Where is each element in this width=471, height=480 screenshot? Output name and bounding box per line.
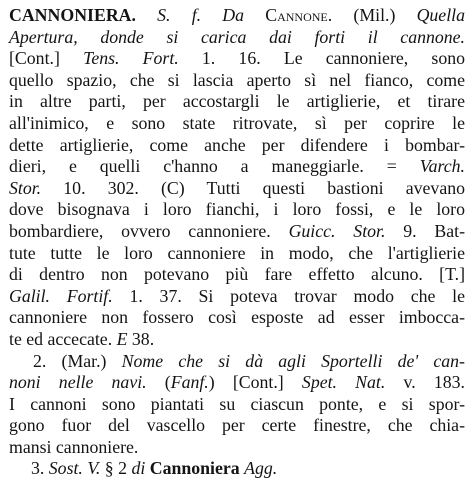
entry-text: ( <box>146 372 171 393</box>
entry-line <box>9 437 465 459</box>
entry-text: Apertura, donde si carica dai forti il cannone. <box>9 26 465 47</box>
entry-line <box>9 221 465 243</box>
entry-text: 3. <box>31 458 49 479</box>
entry-text: Spet. Nat. <box>301 372 386 393</box>
entry-text: mansi cannoniere. <box>9 436 139 457</box>
entry-text: Varch. <box>419 156 465 177</box>
entry-line <box>9 5 465 27</box>
entry-line <box>9 113 465 135</box>
entry-text: dove bisognava i loro fianchi, i loro fossi, e le loro <box>9 199 465 220</box>
entry-text: Stor. <box>9 177 42 198</box>
entry-text: . (Mil.) <box>327 5 417 25</box>
entry-line <box>9 415 465 437</box>
entry-text: ) [Cont.] <box>208 372 302 393</box>
entry-text: 1. 16. Le cannoniere, sono <box>178 48 465 69</box>
entry-text: 2. (Mar.) <box>33 350 122 371</box>
entry-line <box>9 48 465 70</box>
entry-text: S. f. Da <box>157 5 245 25</box>
entry-text: Guicc. Stor. <box>288 220 386 241</box>
entry-text: dette artiglierie, come anche per difendere i bombar- <box>9 134 465 155</box>
entry-text: all'inimico, e sono state ritrovate, sì per coprire le <box>9 112 465 133</box>
entry-text: [Cont.] <box>9 48 84 69</box>
entry-line <box>9 243 465 265</box>
entry-text: E <box>116 328 128 349</box>
entry-text <box>244 5 265 25</box>
entry-text: Cannone <box>265 5 328 25</box>
entry-text: 10. 302. (C) Tutti questi bastioni avevano <box>41 177 465 198</box>
dictionary-entry <box>9 5 465 480</box>
entry-text: I cannoni sono piantati su ciascun ponte, e si spor- <box>9 393 465 414</box>
headword: CANNONIERA. <box>9 5 136 25</box>
entry-line <box>9 394 465 416</box>
entry-text: § 2 <box>100 458 132 479</box>
entry-text: quello spazio, che si lascia aperto sì nel fianco, come <box>9 69 465 90</box>
entry-text: Quella <box>416 5 465 25</box>
entry-text <box>136 5 157 25</box>
entry-line <box>9 70 465 92</box>
entry-line <box>9 156 465 178</box>
entry-line <box>9 135 465 157</box>
entry-line <box>9 27 465 49</box>
entry-text: noni nelle navi. <box>9 372 147 393</box>
entry-line <box>9 329 465 351</box>
entry-text: te ed accecate. <box>9 328 117 349</box>
entry-line <box>9 264 465 286</box>
entry-line <box>9 307 465 329</box>
entry-text: dieri, e quelli c'hanno a maneggiarle. = <box>9 156 420 177</box>
entry-text: 9. Bat- <box>385 220 466 241</box>
entry-text: cannoniere non fossero così esposte ad esser imbocca- <box>9 307 465 328</box>
entry-text: Sost. V. <box>48 458 101 479</box>
entry-text: Agg. <box>244 458 278 479</box>
headword: Cannoniera <box>149 458 240 479</box>
entry-line <box>9 351 465 373</box>
entry-text: gono fuor del vascello per certe finestre, che chia- <box>9 415 465 436</box>
entry-text: v. 183. <box>385 372 465 393</box>
entry-line <box>9 286 465 308</box>
entry-text: tute tutte le loro cannoniere in modo, che l'artiglierie <box>9 242 465 263</box>
entry-text: Galil. Fortif. <box>9 285 113 306</box>
entry-text: Nome che si dà agli Sportelli de' can- <box>121 350 465 371</box>
entry-line <box>9 178 465 200</box>
entry-line <box>9 199 465 221</box>
entry-text: in altre parti, per accostargli le artiglierie, et tirare <box>9 91 465 112</box>
entry-text: Tens. Fort. <box>83 48 179 69</box>
entry-text: 1. 37. Si poteva trovar modo che le <box>112 285 465 306</box>
entry-line <box>9 91 465 113</box>
entry-text: Fanf. <box>170 372 209 393</box>
entry-text: 38. <box>127 328 155 349</box>
entry-line <box>9 372 465 394</box>
entry-text: di dentro non potevano più fare effetto alcuno. [T.] <box>9 264 465 285</box>
entry-text: di <box>131 458 146 479</box>
entry-text: bombardiere, ovvero cannoniere. <box>9 220 289 241</box>
